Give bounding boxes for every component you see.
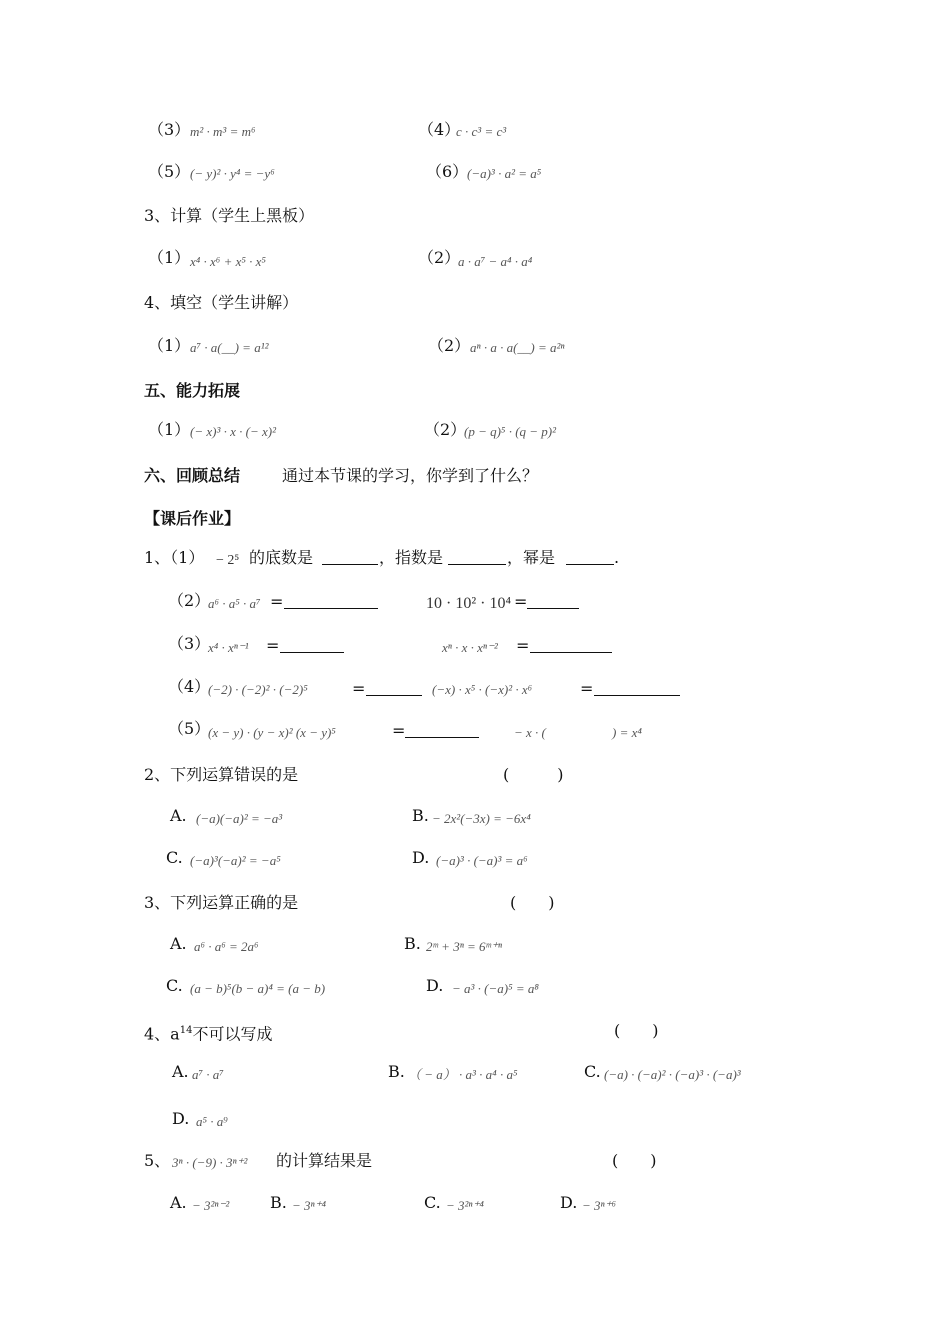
option-label[interactable]: C. bbox=[166, 976, 183, 995]
math-expression: 10 · 10² · 10⁴ bbox=[426, 595, 512, 612]
item-label: （1） bbox=[148, 420, 191, 439]
math-expression: − 2⁵ bbox=[216, 553, 240, 568]
question-stem: 5、 bbox=[144, 1151, 171, 1170]
equals-sign: = bbox=[516, 636, 530, 655]
question-text: ，幂是 bbox=[507, 548, 556, 567]
answer-blank[interactable] bbox=[594, 681, 680, 696]
summary-text: 通过本节课的学习，你学到了什么？ bbox=[282, 466, 539, 485]
math-expression: (− y)² · y⁴ = −y⁶ bbox=[190, 166, 275, 181]
option-label[interactable]: B. bbox=[404, 934, 421, 953]
question-label: 1、（1） bbox=[144, 548, 205, 567]
answer-blank[interactable] bbox=[284, 594, 378, 609]
option-math: − 3ⁿ⁺⁴ bbox=[292, 1198, 326, 1213]
equals-sign: = bbox=[580, 679, 594, 698]
math-expression: (−2) · (−2)² · (−2)⁵ bbox=[208, 682, 308, 697]
answer-blank[interactable] bbox=[566, 550, 614, 565]
equals-sign: = bbox=[270, 592, 284, 611]
math-expression: (−x) · x⁵ · (−x)² · x⁶ bbox=[432, 682, 533, 697]
homework-heading: 【课后作业】 bbox=[144, 509, 241, 528]
answer-blank[interactable] bbox=[405, 723, 479, 738]
option-math: a⁵ · a⁹ bbox=[196, 1114, 228, 1129]
item-label: （3） bbox=[168, 634, 211, 653]
answer-blank[interactable] bbox=[322, 550, 378, 565]
option-label[interactable]: A. bbox=[170, 934, 187, 953]
answer-paren[interactable]: ( ) bbox=[510, 893, 555, 912]
item-label: （2） bbox=[428, 336, 471, 355]
question-text: 的底数是 bbox=[249, 548, 314, 567]
option-label[interactable]: A. bbox=[170, 806, 187, 825]
option-label[interactable]: B. bbox=[388, 1062, 405, 1081]
section-heading: 4、填空（学生讲解） bbox=[144, 293, 299, 312]
answer-blank[interactable] bbox=[527, 594, 579, 609]
section-heading: 五、能力拓展 bbox=[144, 381, 241, 400]
math-expression: a⁷ · a(__) = a¹² bbox=[190, 340, 269, 355]
item-label: （5） bbox=[148, 162, 191, 181]
math-expression: (x − y) · (y − x)² (x − y)⁵ bbox=[208, 725, 336, 740]
math-expression: (−a)³ · a² = a⁵ bbox=[467, 166, 542, 181]
question-stem: 2、下列运算错误的是 bbox=[144, 765, 299, 784]
option-math: (−a)³(−a)² = −a⁵ bbox=[190, 853, 281, 868]
question-stem: 3、下列运算正确的是 bbox=[144, 893, 299, 912]
math-expression: xⁿ · x · xⁿ⁻² bbox=[442, 640, 498, 655]
item-label: （2） bbox=[418, 248, 461, 267]
option-math: （ − a） · a³ · a⁴ · a⁵ bbox=[408, 1067, 518, 1082]
question-text: ，指数是 bbox=[379, 548, 444, 567]
answer-blank[interactable] bbox=[530, 638, 612, 653]
answer-blank[interactable] bbox=[366, 681, 422, 696]
math-expression: (p − q)⁵ · (q − p)² bbox=[464, 424, 557, 439]
answer-blank[interactable] bbox=[448, 550, 506, 565]
equals-sign: = bbox=[266, 636, 280, 655]
option-label[interactable]: B. bbox=[270, 1193, 287, 1212]
math-expression: x⁴ · x⁶ + x⁵ · x⁵ bbox=[190, 254, 266, 269]
math-expression: ) = x⁴ bbox=[612, 725, 642, 740]
item-label: （4） bbox=[168, 677, 211, 696]
equals-sign: = bbox=[514, 592, 528, 611]
item-label: （6） bbox=[426, 162, 469, 181]
option-label[interactable]: A. bbox=[170, 1193, 187, 1212]
answer-paren[interactable]: ( ) bbox=[614, 1021, 659, 1040]
option-math: − a³ · (−a)⁵ = a⁸ bbox=[452, 981, 539, 996]
option-math: − 2x²(−3x) = −6x⁴ bbox=[432, 811, 531, 826]
option-label[interactable]: A. bbox=[172, 1062, 189, 1081]
option-label[interactable]: D. bbox=[560, 1193, 578, 1212]
equals-sign: = bbox=[392, 721, 406, 740]
option-math: − 3ⁿ⁺⁶ bbox=[582, 1198, 616, 1213]
math-expression: a⁶ · a⁵ · a⁷ bbox=[208, 596, 261, 611]
option-label[interactable]: D. bbox=[172, 1109, 190, 1128]
question-stem: 的计算结果是 bbox=[276, 1151, 373, 1170]
item-label: （3） bbox=[148, 120, 191, 139]
option-label[interactable]: C. bbox=[166, 848, 183, 867]
math-expression: c · c³ = c³ bbox=[456, 124, 507, 139]
section-heading: 六、回顾总结 bbox=[144, 466, 241, 485]
option-label[interactable]: C. bbox=[424, 1193, 441, 1212]
math-expression: aⁿ · a · a(__) = a²ⁿ bbox=[470, 340, 565, 355]
option-label[interactable]: D. bbox=[426, 976, 444, 995]
item-label: （2） bbox=[168, 591, 211, 610]
math-expression: m² · m³ = m⁶ bbox=[190, 124, 256, 139]
option-label[interactable]: B. bbox=[412, 806, 429, 825]
option-math: a⁷ · a⁷ bbox=[192, 1067, 224, 1082]
item-label: （5） bbox=[168, 719, 211, 738]
question-stem: 4、$a^{14}$不可以写成 bbox=[144, 1024, 273, 1044]
math-expression: (− x)³ · x · (− x)² bbox=[190, 424, 276, 439]
math-expression: 3ⁿ · (−9) · 3ⁿ⁺² bbox=[172, 1155, 248, 1170]
question-text: . bbox=[614, 548, 620, 567]
item-label: （1） bbox=[148, 336, 191, 355]
option-math: (−a) · (−a)² · (−a)³ · (−a)³ bbox=[604, 1067, 741, 1082]
answer-paren[interactable]: ( ) bbox=[612, 1151, 657, 1170]
answer-blank[interactable] bbox=[280, 638, 344, 653]
option-label[interactable]: D. bbox=[412, 848, 430, 867]
item-label: （1） bbox=[148, 248, 191, 267]
option-math: (−a)³ · (−a)³ = a⁶ bbox=[436, 853, 528, 868]
option-math: (a − b)⁵(b − a)⁴ = (a − b) bbox=[190, 981, 326, 996]
math-expression: − x · ( bbox=[514, 725, 546, 740]
item-label: （4） bbox=[418, 120, 461, 139]
option-math: 2ᵐ + 3ⁿ = 6ᵐ⁺ⁿ bbox=[426, 939, 502, 954]
option-label[interactable]: C. bbox=[584, 1062, 601, 1081]
option-math: − 3²ⁿ⁺⁴ bbox=[446, 1198, 484, 1213]
math-expression: a · a⁷ − a⁴ · a⁴ bbox=[458, 254, 533, 269]
section-heading: 3、计算（学生上黑板） bbox=[144, 206, 315, 225]
answer-paren[interactable]: ( ) bbox=[503, 765, 564, 784]
option-math: − 3²ⁿ⁻² bbox=[192, 1198, 230, 1213]
option-math: a⁶ · a⁶ = 2a⁶ bbox=[194, 939, 259, 954]
item-label: （2） bbox=[424, 420, 467, 439]
equals-sign: = bbox=[352, 679, 366, 698]
option-math: (−a)(−a)² = −a³ bbox=[196, 811, 283, 826]
math-expression: x⁴ · xⁿ⁻¹ bbox=[208, 640, 249, 655]
